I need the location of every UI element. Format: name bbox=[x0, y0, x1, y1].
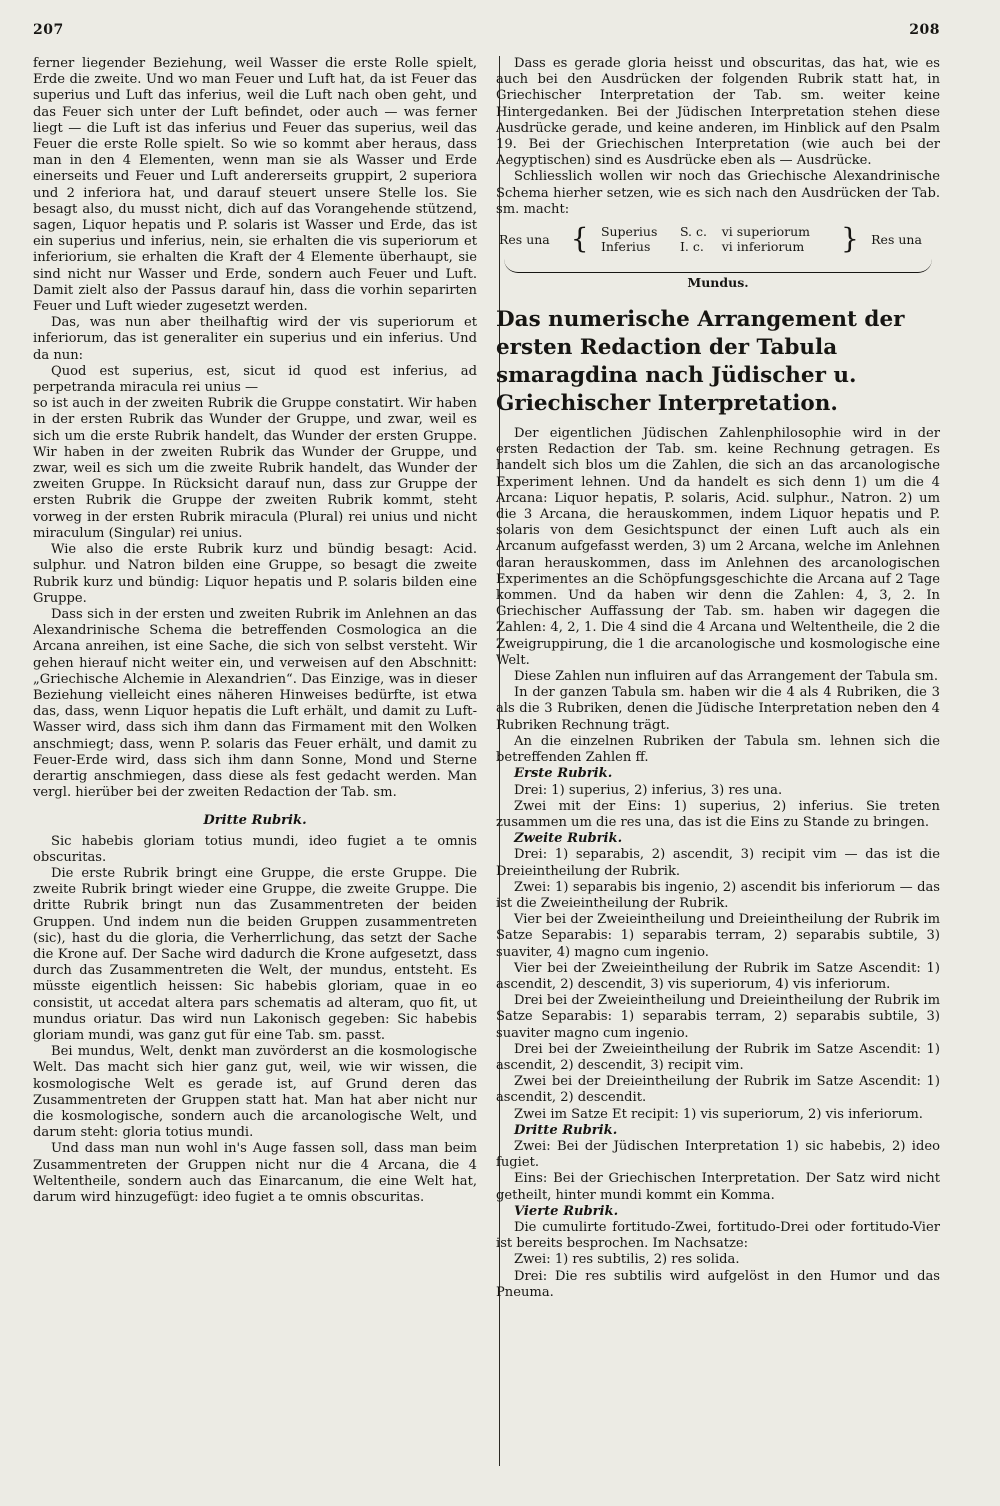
paragraph: Drei bei der Zweieintheilung der Rubrik im Satze Ascendit: 1) ascendit, 2) descendit, 3) recipit vim. bbox=[496, 1041, 940, 1073]
subsection-heading: Vierte Rubrik. bbox=[514, 1203, 619, 1219]
underbrace-icon bbox=[504, 258, 932, 273]
page-number-right: 208 bbox=[909, 22, 940, 38]
paragraph: Vier bei der Zweieintheilung der Rubrik im Satze Ascendit: 1) ascendit, 2) descendit, 3) vis superiorum, 4) vis inferiorum. bbox=[496, 960, 940, 992]
paragraph: Zwei: 1) res subtilis, 2) res solida. bbox=[514, 1252, 740, 1268]
paragraph: Drei: 1) superius, 2) inferius, 3) res una. bbox=[514, 782, 783, 798]
right-column bbox=[496, 56, 940, 1301]
paragraph: Wie also die erste Rubrik kurz und bündig besagt: Acid. sulphur. und Natron bilden eine Gruppe, so besagt die zweite Rubrik kurz und bündig: Liquor hepatis und P. solaris bilden eine Gruppe. bbox=[33, 542, 477, 606]
schema-term: Superius bbox=[600, 224, 658, 240]
schema-bottom-label: Mundus. bbox=[687, 275, 749, 291]
paragraph: Und dass man nun wohl in's Auge fassen soll, dass man beim Zusammentreten der Gruppen nicht nur die 4 Arcana, die 4 Weltentheile, sondern auch das Einarcanum, die eine Welt hat, darum wird hinzugefügt: ideo fugiet a te omnis obscuritas. bbox=[33, 1141, 477, 1206]
paragraph: Diese Zahlen nun influiren auf das Arrangement der Tabula sm. bbox=[514, 669, 938, 685]
two-column-body bbox=[33, 56, 940, 1301]
schema-table bbox=[496, 224, 940, 254]
paragraph: so ist auch in der zweiten Rubrik die Gruppe constatirt. Wir haben in der ersten Rubrik das Wunder der Gruppe, und zwar, weil es sich um die erste Rubrik handelt, das Wunder der ersten Gruppe. Wir haben in der zweiten Rubrik das Wunder der Gruppe, und zwar, weil es sich um die zweite Rubrik handelt, das Wunder der zweiten Gruppe. In Rücksicht darauf nun, dass zur Gruppe der ersten Rubrik die Gruppe der zweiten Rubrik kommt, steht vorweg in der ersten Rubrik miracula (Plural) rei unius und nicht miraculum (Singular) rei unius. bbox=[33, 396, 477, 541]
paragraph: Vier bei der Zweieintheilung und Dreieintheilung der Rubrik im Satze Separabis: 1) separabis terram, 2) separabis subtile, 3) suaviter, 4) magno cum ingenio. bbox=[496, 912, 940, 960]
paragraph: Drei bei der Zweieintheilung und Dreieintheilung der Rubrik im Satze Separabis: 1) separabis terram, 2) separabis subtile, 3) suaviter magno cum ingenio. bbox=[496, 993, 940, 1041]
paragraph: Zwei bei der Dreieintheilung der Rubrik im Satze Ascendit: 1) ascendit, 2) descendit. bbox=[496, 1074, 940, 1106]
schema-abbr: I. c. bbox=[679, 239, 704, 255]
paragraph: Zwei: Bei der Jüdischen Interpretation 1) sic habebis, 2) ideo fugiet. bbox=[496, 1138, 940, 1171]
paragraph: Dass es gerade gloria heisst und obscuritas, das hat, wie es auch bei den Ausdrücken der folgenden Rubrik statt hat, in Griechischer Interpretation der Tab. sm. weiter keine Hintergedanken. Bei der Jüdischen Interpretation stehen diese Ausdrücke gerade, und keine anderen, im Hinblick auf den Psalm 19. Bei der Griechischen Interpretation (wie auch bei der Aegyptischen) sind es Ausdrücke eben als — Ausdrücke. bbox=[496, 56, 940, 169]
paragraph: An die einzelnen Rubriken der Tabula sm. lehnen sich die betreffenden Zahlen ff. bbox=[496, 733, 940, 766]
schema-left-label: Res una bbox=[499, 231, 550, 247]
paragraph: In der ganzen Tabula sm. haben wir die 4 als 4 Rubriken, die 3 als die 3 Rubriken, denen die Jüdische Interpretation neben den 4 Rubriken Rechnung trägt. bbox=[496, 685, 940, 733]
paragraph: Schliesslich wollen wir noch das Griechische Alexandrinische Schema hierher setzen, wie es sich nach den Ausdrücken der Tab. sm. macht: bbox=[496, 169, 940, 217]
subsection-heading: Zweite Rubrik. bbox=[514, 831, 623, 847]
paragraph: Das, was nun aber theilhaftig wird der vis superiorum et inferiorum, das ist generaliter ein superius und ein inferius. Und da nun: bbox=[33, 315, 477, 363]
right-brace-icon: } bbox=[841, 222, 859, 256]
schema-vis: vi inferiorum bbox=[721, 239, 805, 255]
left-brace-icon: { bbox=[570, 222, 589, 256]
paragraph: Der eigentlichen Jüdischen Zahlenphilosophie wird in der ersten Redaction der Tab. sm. keine Rechnung getragen. Es handelt sich blos um die Zahlen, die sich an das arcanologische Experiment lehnen. Und da handelt es sich denn 1) um die 4 Arcana: Liquor hepatis, P. solaris, Acid. sulphur., Natron. 2) um die 3 Arcana, die herauskommen, indem Liquor hepatis und P. solaris von dem Gesichtspunct der einen Luft auch als ein Arcanum aufgefasst werden, 3) um 2 Arcana, welche im Anlehnen daran herauskommen, dass im Anlehnen des arcanologischen Experimentes an die Schöpfungsgeschichte die Arcana auf 2 Tage kommen. Und da haben wir denn die Zahlen: 4, 3, 2. In Griechischer Auffassung der Tab. sm. haben wir dagegen die Zahlen: 4, 2, 1. Die 4 sind die 4 Arcana und Weltentheile, die 2 die Zweigruppirung, die 1 die arcanologische und kosmologische eine Welt. bbox=[496, 426, 940, 668]
paragraph: Eins: Bei der Griechischen Interpretation. Der Satz wird nicht getheilt, hinter mundi kommt ein Komma. bbox=[496, 1171, 940, 1203]
paragraph: Sic habebis gloriam totius mundi, ideo fugiet a te omnis obscuritas. bbox=[33, 833, 477, 865]
paragraph: Dass sich in der ersten und zweiten Rubrik im Anlehnen an das Alexandrinische Schema die betreffenden Cosmologica an die Arcana anreihen, ist eine Sache, die sich von selbst versteht. Wir gehen hierauf nicht weiter ein, und verweisen auf den Abschnitt: „Griechische Alchemie in Alexandrien“. Das Einzige, was in dieser Beziehung vielleicht eines näheren Hinweises bedürfte, ist etwa das, dass, wenn Liquor hepatis die Luft erhält, und damit zu Luft-Wasser wird, dass sich ihm dann das Firmament mit den Wolken anschmiegt; dass, wenn P. solaris das Feuer erhält, und damit zu Feuer-Erde wird, dass sich ihm dann Sonne, Mond und Sterne derartig anschmiegen, dass diese als fest gedacht werden. Man vergl. hierüber bei der zweiten Redaction der Tab. sm. bbox=[33, 606, 477, 801]
paragraph: Zwei: 1) separabis bis ingenio, 2) ascendit bis inferiorum — das ist die Zweieintheilung der Rubrik. bbox=[496, 879, 940, 911]
page-number-left: 207 bbox=[33, 22, 64, 38]
paragraph: ferner liegender Beziehung, weil Wasser die erste Rolle spielt, Erde die zweite. Und wo man Feuer und Luft hat, da ist Feuer das superius und Luft das inferius, weil die Luft nach oben geht, und das Feuer sich unter der Luft befindet, oder auch — was ferner liegt — die Luft ist das inferius und Feuer das superius, weil das Feuer die erste Rolle spielt. So wie so kommt aber heraus, dass man in den 4 Elementen, wenn man sie als Wasser und Erde einerseits und Feuer und Luft andererseits gruppirt, 2 superiora und 2 inferiora hat, und darauf steuert unsere Stelle los. Sie besagt also, du musst nicht, dich auf das Vorangehende stützend, sagen, Liquor hepatis und P. solaris ist Wasser und Erde, das ist ein superius und inferius, nein, sie erhalten die vis superiorum et inferiorium, sie erhalten die Kraft der 4 Elemente überhaupt, sie sind nicht nur Wasser und Erde, sondern auch Feuer und Luft. Damit zielt also der Passus darauf hin, dass die vorhin separirten Feuer und Luft wieder zugesetzt werden. bbox=[33, 56, 477, 315]
left-column bbox=[33, 56, 477, 1301]
section-heading: Das numerische Arrangement der ersten Redaction der Tabula smaragdina nach Jüdischer u. Griechischer Interpretation. bbox=[496, 307, 905, 417]
rubric-heading: Dritte Rubrik. bbox=[203, 813, 307, 829]
paragraph: Zwei mit der Eins: 1) superius, 2) inferius. Sie treten zusammen um die res una, das ist die Eins zu Stande zu bringen. bbox=[496, 798, 940, 830]
schema-abbr: S. c. bbox=[679, 224, 707, 240]
paragraph: Drei: 1) separabis, 2) ascendit, 3) recipit vim — das ist die Dreieintheilung der Rubrik. bbox=[496, 847, 940, 879]
subsection-heading: Erste Rubrik. bbox=[514, 766, 613, 782]
schema-vis: vi superiorum bbox=[721, 224, 811, 240]
paragraph: Die cumulirte fortitudo-Zwei, fortitudo-Drei oder fortitudo-Vier ist bereits besprochen. Im Nachsatze: bbox=[496, 1219, 940, 1252]
schema-term: Inferius bbox=[600, 239, 651, 255]
alexandrian-schema bbox=[496, 224, 940, 290]
subsection-heading: Dritte Rubrik. bbox=[514, 1122, 618, 1138]
paragraph: Bei mundus, Welt, denkt man zuvörderst an die kosmologische Welt. Das macht sich hier ganz gut, weil, wie wir wissen, die kosmologische Welt es gerade ist, auf Grund deren das Zusammentreten der Gruppen statt hat. Man hat aber nicht nur die kosmologische, sondern auch die arcanologische Welt, und darum steht: gloria totius mundi. bbox=[33, 1044, 477, 1141]
schema-right-label: Res una bbox=[871, 231, 922, 247]
paragraph: Quod est superius, est, sicut id quod est inferius, ad perpetranda miracula rei unius — bbox=[33, 363, 477, 396]
paragraph: Die erste Rubrik bringt eine Gruppe, die erste Gruppe. Die zweite Rubrik bringt wieder eine Gruppe, die zweite Gruppe. Die dritte Rubrik bringt nun das Zusammentreten der beiden Gruppen. Und indem nun die beiden Gruppen zusammentreten (sic), hast du die gloria, die Verherrlichung, das setzt der Sache die Krone auf. Der Sache wird dadurch die Krone aufgesetzt, dass durch das Zusammentreten die Welt, der mundus, entsteht. Es müsste eigentlich heissen: Sic habebis gloriam, quae in eo consistit, ut accedat altera pars schematis ad alteram, quo fit, ut mundus oriatur. Das wird nun Lakonisch gegeben: Sic habebis gloriam mundi, was ganz gut für eine Tab. sm. passt. bbox=[33, 865, 477, 1043]
paragraph: Drei: Die res subtilis wird aufgelöst in den Humor und das Pneuma. bbox=[496, 1268, 940, 1300]
paragraph: Zwei im Satze Et recipit: 1) vis superiorum, 2) vis inferiorum. bbox=[514, 1106, 923, 1122]
